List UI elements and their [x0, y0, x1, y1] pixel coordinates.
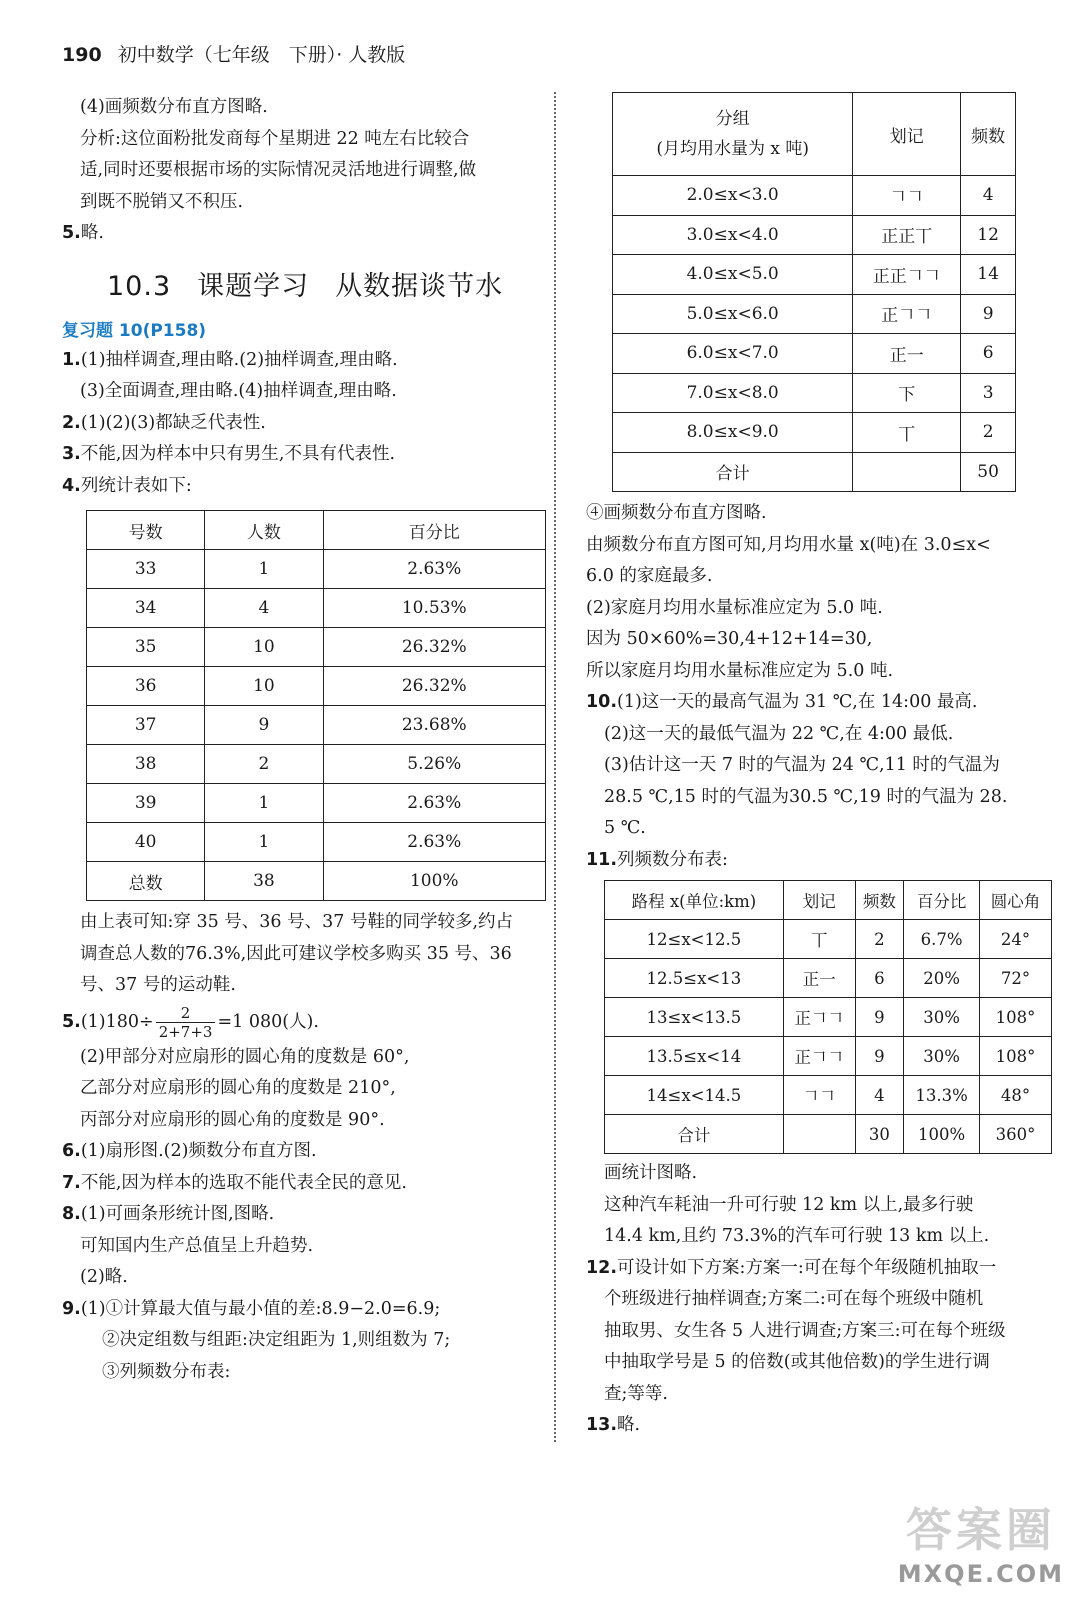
table-cell: 正𠃍𠃍: [783, 998, 855, 1037]
text-line: 14.4 km,且约 73.3%的汽车可行驶 13 km 以上.: [604, 1226, 990, 1246]
table-cell: 丅: [853, 413, 961, 453]
table-cell: 72°: [980, 959, 1052, 998]
answer-7: 7.不能,因为样本的选取不能代表全民的意见.: [62, 1172, 407, 1193]
table-header-row: [613, 93, 1016, 176]
table-cell: 合计: [605, 1115, 784, 1154]
text-line: 个班级进行抽样调查;方案二:可在每个班级中随机: [604, 1289, 984, 1309]
table-cell: [853, 452, 961, 492]
text-line: (4)画频数分布直方图略.: [80, 97, 268, 117]
book-title: 初中数学（七年级 下册）· 人教版: [117, 44, 406, 66]
table-row: [613, 373, 1016, 413]
table-cell: 100%: [904, 1115, 980, 1154]
table-cell: 9: [855, 998, 903, 1037]
table-row: [605, 1037, 1052, 1076]
text-line: 画统计图略.: [604, 1163, 698, 1183]
text-line: 丙部分对应扇形的圆心角的度数是 90°.: [80, 1109, 385, 1130]
text-line: 抽取男、女生各 5 人进行调查;方案三:可在每个班级: [604, 1320, 1006, 1341]
text-line: 由频数分布直方图可知,月均用水量 x(吨)在 3.0≤x<: [586, 534, 991, 555]
left-column: [62, 92, 542, 1388]
table-cell: 35: [87, 628, 205, 667]
table-cell: 30%: [904, 998, 980, 1037]
table-row: [605, 1115, 1052, 1154]
text-line: 号、37 号的运动鞋.: [80, 975, 236, 995]
text-line: (2)略.: [80, 1267, 128, 1287]
water-usage-table: [612, 92, 1016, 492]
table-cell: 6.0≤x<7.0: [613, 334, 853, 374]
table-cell: 2: [855, 920, 903, 959]
review-heading: 复习题 10(P158): [62, 320, 207, 341]
table-cell: 𠃍𠃍: [853, 176, 961, 216]
section-title: 10.3 课题学习 从数据谈节水: [107, 270, 504, 302]
table-header: 划记: [783, 881, 855, 920]
text-line: (2)甲部分对应扇形的圆心角的度数是 60°,: [80, 1046, 410, 1067]
table-cell: 37: [87, 706, 205, 745]
table-cell: 100%: [323, 862, 545, 901]
text-line: 到既不脱销又不积压.: [80, 191, 244, 212]
table-row: [613, 334, 1016, 374]
table-row: [613, 176, 1016, 216]
table-cell: 12≤x<12.5: [605, 920, 784, 959]
text-line: 乙部分对应扇形的圆心角的度数是 210°,: [80, 1078, 396, 1098]
table-cell: 6.7%: [904, 920, 980, 959]
answer-8: 8.(1)可画条形统计图,图略.: [62, 1204, 275, 1224]
table-row: [613, 215, 1016, 255]
table-cell: 30: [855, 1115, 903, 1154]
text-line: 5 ℃.: [604, 818, 646, 838]
table-header: 百分比: [904, 881, 980, 920]
table-cell: 9: [961, 294, 1016, 334]
right-column: [586, 92, 1066, 1442]
table-cell: 13.3%: [904, 1076, 980, 1115]
text-line: 28.5 ℃,15 时的气温为30.5 ℃,19 时的气温为 28.: [604, 786, 1008, 807]
text-line: 因为 50×60%=30,4+12+14=30,: [586, 629, 873, 649]
text-line: 所以家庭月均用水量标准应定为 5.0 吨.: [586, 660, 894, 681]
table-cell: 26.32%: [323, 667, 545, 706]
text-line: 查;等等.: [604, 1383, 668, 1404]
table-row: [605, 998, 1052, 1037]
text-line: (3)估计这一天 7 时的气温为 24 ℃,11 时的气温为: [604, 755, 1000, 775]
table-cell: 40: [87, 823, 205, 862]
text-line: 这种汽车耗油一升可行驶 12 km 以上,最多行驶: [604, 1194, 974, 1215]
table-cell: 108°: [980, 998, 1052, 1037]
table-cell: 13≤x<13.5: [605, 998, 784, 1037]
text-line: ②决定组数与组距:决定组距为 1,则组数为 7;: [102, 1330, 451, 1350]
table-cell: 108°: [980, 1037, 1052, 1076]
table-cell: 1: [205, 823, 323, 862]
table-row: [87, 745, 546, 784]
table-cell: 39: [87, 784, 205, 823]
table-row: [87, 862, 546, 901]
answer-12: 12.可设计如下方案:方案一:可在每个年级随机抽取一: [586, 1257, 997, 1278]
table-cell: 50: [961, 452, 1016, 492]
table-cell: 5.0≤x<6.0: [613, 294, 853, 334]
table-cell: 14: [961, 255, 1016, 295]
table-cell: 33: [87, 550, 205, 589]
table-cell: 20%: [904, 959, 980, 998]
table-cell: 23.68%: [323, 706, 545, 745]
text-line: 可知国内生产总值呈上升趋势.: [80, 1235, 314, 1256]
column-divider: [554, 92, 556, 1442]
answer-11: 11.列频数分布表:: [586, 849, 728, 870]
answer-5b: 5.(1)180÷ $\frac{2}{2+7+3}$ =1 080(人).: [62, 1003, 319, 1041]
shoe-size-table: [86, 510, 546, 901]
answer-5: 5.略.: [62, 223, 104, 243]
table-cell: 3.0≤x<4.0: [613, 215, 853, 255]
table-cell: 2.63%: [323, 823, 545, 862]
text-line: ④画频数分布直方图略.: [586, 503, 767, 523]
table-row: [613, 255, 1016, 295]
table-header: 划记: [853, 93, 961, 176]
table-row: [613, 413, 1016, 453]
table-cell: 9: [855, 1037, 903, 1076]
answer-1: 1.(1)抽样调查,理由略.(2)抽样调查,理由略.: [62, 349, 398, 370]
table-cell: 正一: [853, 334, 961, 374]
table-cell: 4: [961, 176, 1016, 216]
table-cell: 4: [205, 589, 323, 628]
table-row: [605, 959, 1052, 998]
table-cell: 2.63%: [323, 550, 545, 589]
text-line: 调查总人数的76.3%,因此可建议学校多购买 35 号、36: [80, 943, 512, 964]
table-header: 路程 x(单位:km): [605, 881, 784, 920]
table-row: [87, 550, 546, 589]
table-cell: [783, 1115, 855, 1154]
table-cell: 360°: [980, 1115, 1052, 1154]
text-line: (3)全面调查,理由略.(4)抽样调查,理由略.: [80, 381, 397, 401]
text-line: 适,同时还要根据市场的实际情况灵活地进行调整,做: [80, 160, 477, 180]
answer-10: 10.(1)这一天的最高气温为 31 ℃,在 14:00 最高.: [586, 692, 978, 712]
table-cell: 4: [855, 1076, 903, 1115]
table-header: 分组 (月均用水量为 x 吨): [613, 93, 853, 176]
table-cell: 14≤x<14.5: [605, 1076, 784, 1115]
table-cell: 2: [961, 413, 1016, 453]
table-cell: 丅: [783, 920, 855, 959]
table-cell: 10: [205, 667, 323, 706]
table-row: [605, 1076, 1052, 1115]
table-cell: 下: [853, 373, 961, 413]
table-cell: 2: [205, 745, 323, 784]
table-cell: 6: [855, 959, 903, 998]
table-cell: 正正丅: [853, 215, 961, 255]
table-row: [87, 706, 546, 745]
table-cell: 正正𠃍𠃍: [853, 255, 961, 295]
table-cell: 2.63%: [323, 784, 545, 823]
table-header: 频数: [855, 881, 903, 920]
text-line: 6.0 的家庭最多.: [586, 566, 713, 586]
table-row: [605, 920, 1052, 959]
table-header-row: [87, 511, 546, 550]
table-header-row: [605, 881, 1052, 920]
table-cell: 总数: [87, 862, 205, 901]
table-cell: 正𠃍𠃍: [853, 294, 961, 334]
mileage-table: [604, 880, 1052, 1154]
table-cell: 34: [87, 589, 205, 628]
table-cell: 5.26%: [323, 745, 545, 784]
text-line: 中抽取学号是 5 的倍数(或其他倍数)的学生进行调: [604, 1352, 990, 1372]
table-cell: 12: [961, 215, 1016, 255]
table-header: 圆心角: [980, 881, 1052, 920]
table-row: [87, 628, 546, 667]
table-row: [87, 667, 546, 706]
table-cell: 10.53%: [323, 589, 545, 628]
table-cell: 正一: [783, 959, 855, 998]
table-cell: 1: [205, 784, 323, 823]
text-line: 由上表可知:穿 35 号、36 号、37 号鞋的同学较多,约占: [80, 912, 514, 932]
table-cell: 6: [961, 334, 1016, 374]
table-cell: 4.0≤x<5.0: [613, 255, 853, 295]
table-header: 人数: [205, 511, 323, 550]
answer-4: 4.列统计表如下:: [62, 475, 192, 496]
table-cell: 𠃍𠃍: [783, 1076, 855, 1115]
table-cell: 3: [961, 373, 1016, 413]
table-cell: 8.0≤x<9.0: [613, 413, 853, 453]
answer-2: 2.(1)(2)(3)都缺乏代表性.: [62, 412, 266, 433]
table-header: 频数: [961, 93, 1016, 176]
table-cell: 48°: [980, 1076, 1052, 1115]
table-header: 号数: [87, 511, 205, 550]
table-cell: 38: [87, 745, 205, 784]
table-row: [87, 823, 546, 862]
table-row: [613, 294, 1016, 334]
answer-3: 3.不能,因为样本中只有男生,不具有代表性.: [62, 444, 396, 464]
answer-13: 13.略.: [586, 1415, 641, 1435]
answer-9: 9.(1)①计算最大值与最小值的差:8.9−2.0=6.9;: [62, 1298, 441, 1319]
page-number: 190: [62, 44, 102, 66]
table-cell: 30%: [904, 1037, 980, 1076]
table-cell: 38: [205, 862, 323, 901]
table-cell: 13.5≤x<14: [605, 1037, 784, 1076]
text-line: 分析:这位面粉批发商每个星期进 22 吨左右比较合: [80, 128, 470, 149]
table-cell: 12.5≤x<13: [605, 959, 784, 998]
text-line: (2)这一天的最低气温为 22 ℃,在 4:00 最低.: [604, 723, 954, 744]
answer-6: 6.(1)扇形图.(2)频数分布直方图.: [62, 1141, 317, 1161]
table-header: 百分比: [323, 511, 545, 550]
fraction: $\frac{2}{2+7+3}$: [156, 1004, 216, 1041]
table-cell: 7.0≤x<8.0: [613, 373, 853, 413]
text-line: ③列频数分布表:: [102, 1361, 231, 1382]
table-cell: 1: [205, 550, 323, 589]
table-cell: 10: [205, 628, 323, 667]
table-cell: 2.0≤x<3.0: [613, 176, 853, 216]
table-row: [613, 452, 1016, 492]
table-row: [87, 784, 546, 823]
watermark-logo: 答案圈 MXQE.COM: [897, 1503, 1064, 1588]
table-cell: 合计: [613, 452, 853, 492]
table-cell: 正𠃍𠃍: [783, 1037, 855, 1076]
table-cell: 9: [205, 706, 323, 745]
page-header: [62, 40, 405, 67]
table-cell: 24°: [980, 920, 1052, 959]
table-cell: 26.32%: [323, 628, 545, 667]
text-line: (2)家庭月均用水量标准应定为 5.0 吨.: [586, 597, 883, 618]
table-row: [87, 589, 546, 628]
table-cell: 36: [87, 667, 205, 706]
